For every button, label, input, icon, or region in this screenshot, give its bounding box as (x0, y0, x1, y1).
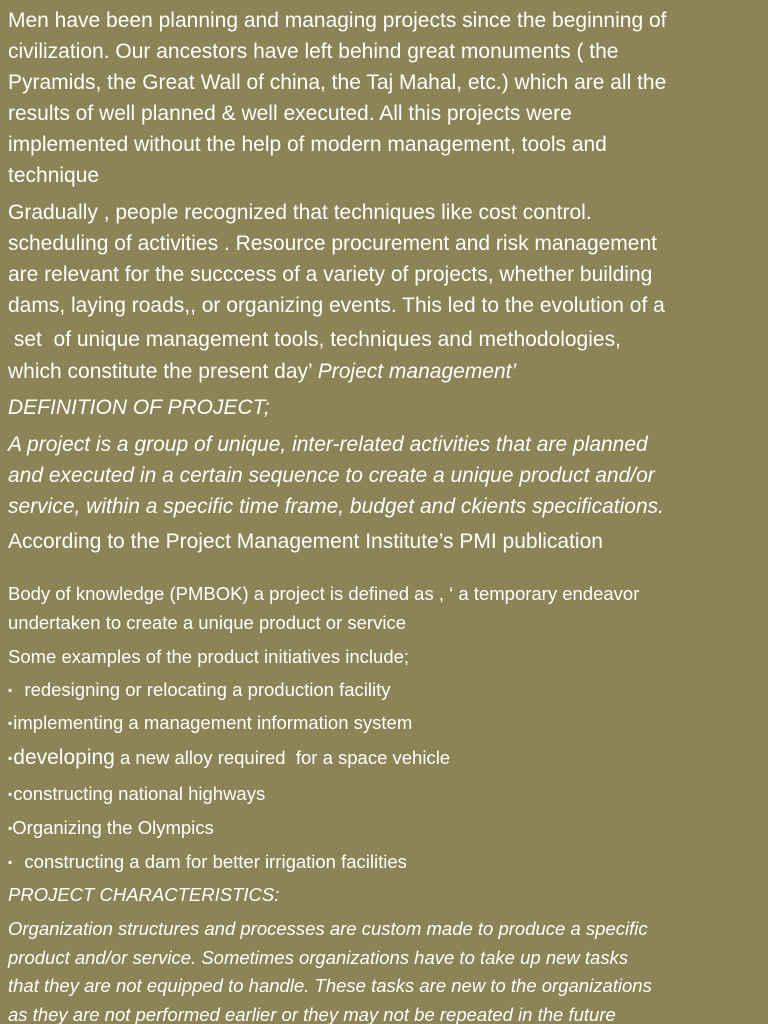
bullet-icon: ▪ (8, 751, 13, 765)
text-line: A project is a group of unique, inter-related activities that are planned (8, 433, 648, 456)
list-item (8, 744, 450, 772)
definition-paragraph (8, 429, 664, 522)
text-line: implemented without the help of modern management, tools and (8, 133, 607, 156)
text-plain: which constitute the present day’ (8, 360, 318, 383)
text-line: are relevant for the succcess of a variety of projects, whether building (8, 263, 653, 286)
text-line: that they are not equipped to handle. These tasks are new to the organizations (8, 975, 652, 996)
list-item-text: constructing national highways (13, 783, 266, 804)
text-line: undertaken to create a unique product or service (8, 611, 406, 633)
intro-paragraph (8, 5, 666, 191)
pmbok-paragraph (8, 580, 639, 637)
definition-heading: DEFINITION OF PROJECT; (8, 396, 270, 419)
text-line: service, within a specific time frame, budget and ckients specifications. (8, 495, 664, 518)
list-item (8, 780, 265, 808)
pmi-line: According to the Project Management Institute’s PMI publication (8, 530, 603, 553)
evolution-paragraph (8, 197, 665, 321)
list-item-text: constructing a dam for better irrigation facilities (19, 851, 407, 872)
list-item-text: Organizing the Olympics (12, 817, 214, 838)
characteristics-heading: PROJECT CHARACTERISTICS: (8, 884, 280, 905)
examples-intro: Some examples of the product initiatives include; (8, 646, 410, 667)
list-item-text: implementing a management information system (13, 712, 413, 733)
list-item (8, 848, 407, 876)
list-item-text: a new alloy required for a space vehicle (114, 747, 451, 768)
list-item-text: redesigning or relocating a production facility (19, 679, 391, 700)
bullet-icon: ▪ (8, 683, 13, 697)
text-line: Pyramids, the Great Wall of china, the Taj Mahal, etc.) which are all the (8, 71, 667, 94)
text-line: scheduling of activities . Resource procurement and risk management (8, 232, 657, 255)
text-line: set of unique management tools, techniques and methodologies, (8, 328, 621, 351)
text-line: Gradually , people recognized that techniques like cost control. (8, 201, 592, 224)
text-line: and executed in a certain sequence to create a unique product and/or (8, 464, 655, 487)
text-line: product and/or service. Sometimes organizations have to take up new tasks (8, 946, 629, 968)
text-line: civilization. Our ancestors have left behind great monuments ( the (8, 40, 619, 63)
bullet-icon: ▪ (8, 855, 13, 869)
text-line: dams, laying roads,, or organizing events. This led to the evolution of a (8, 294, 665, 317)
bullet-icon: ▪ (8, 716, 13, 730)
list-item (8, 676, 391, 704)
text-line: as they are not performed earlier or they may not be repeated in the future (8, 1003, 616, 1024)
characteristics-paragraph (8, 915, 652, 1024)
text-line: results of well planned & well executed. All this projects were (8, 102, 572, 125)
bullet-icon: ▪ (8, 821, 13, 835)
text-line: Body of knowledge (PMBOK) a project is defined as , ‘ a temporary endeavor (8, 583, 640, 604)
text-line: technique (8, 164, 100, 187)
project-management-term: Project management’ (317, 360, 517, 383)
list-item (8, 814, 214, 842)
text-line: Men have been planning and managing projects since the beginning of (8, 9, 667, 32)
list-item-text-large: developing (13, 746, 115, 769)
evolution-paragraph-continued (8, 324, 621, 388)
list-item (8, 709, 412, 737)
text-line: Organization structures and processes are custom made to produce a specific (8, 918, 648, 939)
text-line (8, 356, 621, 388)
bullet-icon: ▪ (8, 787, 13, 801)
